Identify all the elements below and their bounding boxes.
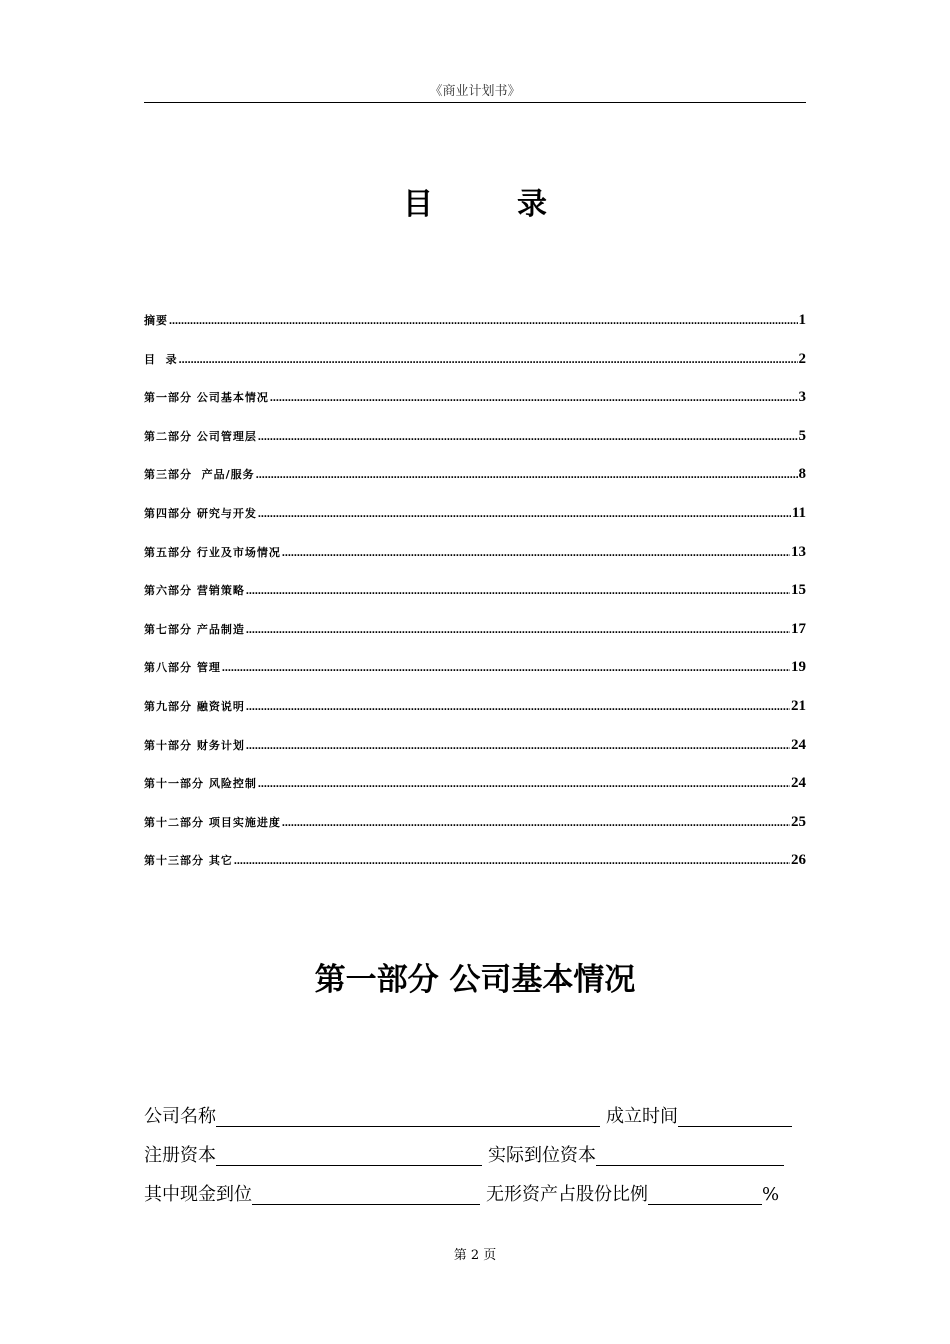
paid-in-capital-field[interactable] [596,1145,784,1166]
form-row [144,1092,824,1131]
form-row [144,1131,824,1170]
toc-entry-label: 第九部分 融资说明 [144,699,245,713]
percent-sign: % [762,1184,780,1205]
toc-entry[interactable] [144,505,806,544]
cash-in-place-label: 其中现金到位 [144,1184,252,1205]
toc-entry[interactable] [144,466,806,505]
toc-entry-label: 第十一部分 风险控制 [144,777,257,791]
toc-entry-page: 15 [791,582,806,599]
toc-entry-page: 26 [791,852,806,869]
toc-entry-page: 25 [791,813,806,830]
toc-leader-dots [179,352,798,367]
toc-entry-label: 第六部分 营销策略 [144,584,245,598]
toc-entry-page: 2 [798,350,806,367]
toc-entry-label: 第一部分 公司基本情况 [144,391,269,405]
registered-capital-label: 注册资本 [144,1145,216,1166]
founded-time-label: 成立时间 [606,1106,678,1127]
section-title: 第一部分 公司基本情况 [314,962,636,998]
registered-capital-field[interactable] [216,1145,482,1166]
page-number: 第 2 页 [453,1248,497,1263]
toc-entry[interactable] [144,775,806,814]
toc-entry-label: 第十三部分 其它 [144,854,233,868]
toc-leader-dots [234,853,790,868]
intangible-ratio-label: 无形资产占股份比例 [486,1184,648,1205]
toc-title [0,185,950,225]
toc-entry[interactable] [144,814,806,853]
toc-leader-dots [270,390,798,405]
toc-leader-dots [258,776,790,791]
header-rule [144,102,806,103]
toc-entry[interactable] [144,852,806,891]
toc-leader-dots [256,467,798,482]
company-name-field[interactable] [216,1106,600,1127]
toc-entry[interactable] [144,582,806,621]
company-info-form [144,1092,824,1209]
company-name-label: 公司名称 [144,1106,216,1127]
form-row [144,1170,824,1209]
toc-entry[interactable] [144,544,806,583]
toc-entry[interactable] [144,351,806,390]
toc-entry-label: 第二部分 公司管理层 [144,429,257,443]
toc-entry-page: 13 [791,543,806,560]
toc-title-left: 目 [403,187,433,222]
toc-entry-page: 1 [798,312,806,328]
toc-entry[interactable] [144,621,806,660]
intangible-ratio-field[interactable] [648,1184,762,1205]
toc-entry-page: 24 [791,736,806,753]
toc-leader-dots [246,583,790,598]
toc-entry[interactable] [144,312,806,351]
page-header: 《商业计划书》 [429,84,521,99]
toc-entry-label: 第十二部分 项目实施进度 [144,815,281,829]
toc-entry[interactable] [144,698,806,737]
toc-entry-label: 第八部分 管理 [144,661,221,675]
founded-time-field[interactable] [678,1106,792,1127]
toc-entry-label: 第七部分 产品制造 [144,622,245,636]
toc-leader-dots [258,506,791,521]
toc-leader-dots [246,738,790,753]
toc-leader-dots [169,313,798,328]
toc-title-right: 录 [517,187,547,222]
paid-in-capital-label: 实际到位资本 [488,1145,596,1166]
toc-entry[interactable] [144,737,806,776]
cash-in-place-field[interactable] [252,1184,480,1205]
toc-leader-dots [282,815,790,830]
toc-entry-page: 17 [791,620,806,637]
toc-leader-dots [246,699,790,714]
toc-entry-page: 24 [791,775,806,792]
toc-entry-page: 8 [798,466,806,483]
toc-entry-page: 5 [798,427,806,444]
toc-entry-page: 21 [791,697,806,714]
toc-entry-page: 19 [791,659,806,676]
toc-entry-label: 第三部分 产品/服务 [144,468,255,482]
toc-entry-label: 第五部分 行业及市场情况 [144,545,281,559]
toc-entry-label: 第四部分 研究与开发 [144,506,257,520]
table-of-contents [144,312,806,891]
toc-leader-dots [222,660,790,675]
toc-entry-page: 11 [791,504,806,521]
toc-entry-label: 第十部分 财务计划 [144,738,245,752]
toc-leader-dots [282,545,790,560]
toc-entry-label: 目 录 [144,352,178,366]
toc-entry-page: 3 [798,389,806,406]
toc-entry[interactable] [144,389,806,428]
toc-entry[interactable] [144,428,806,467]
toc-entry-label: 摘要 [144,314,168,327]
toc-leader-dots [258,429,798,444]
toc-entry[interactable] [144,659,806,698]
toc-leader-dots [246,622,790,637]
